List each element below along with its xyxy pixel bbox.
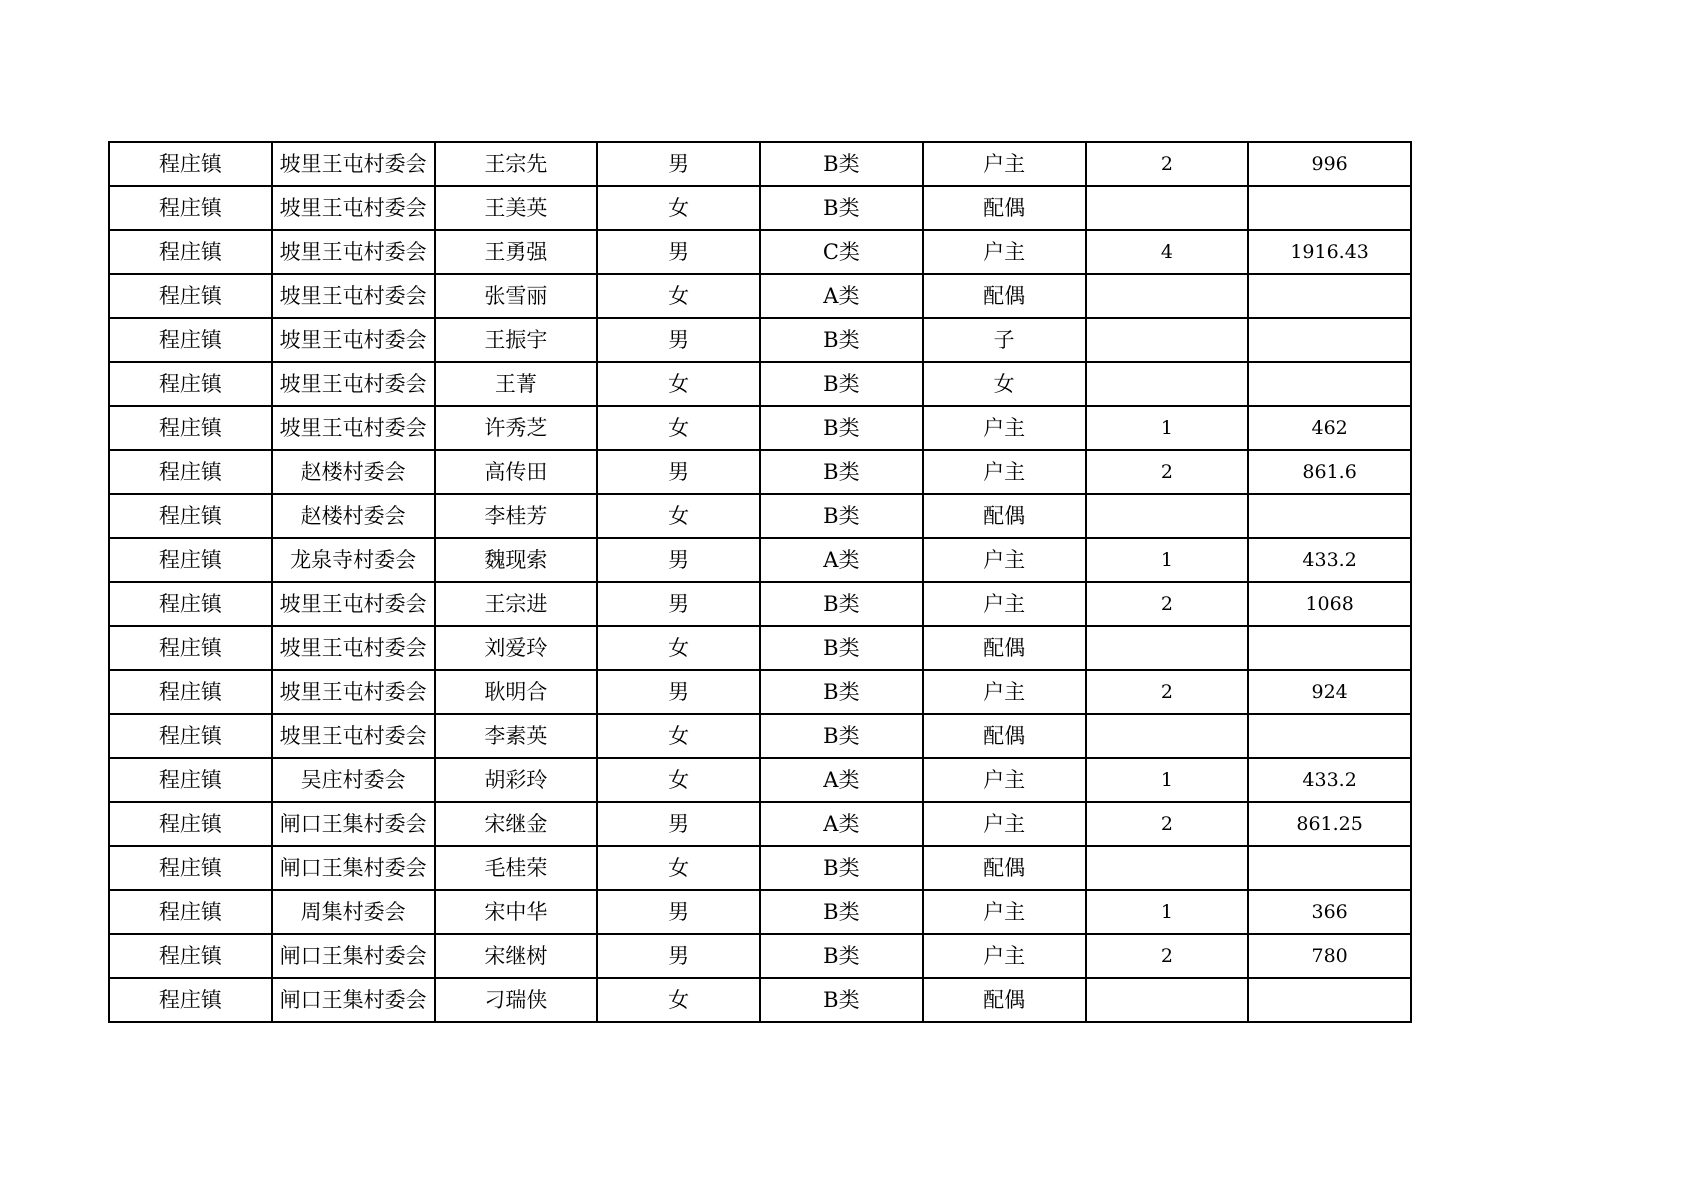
household-size-cell: [1086, 978, 1249, 1022]
amount-cell: [1248, 274, 1411, 318]
name-cell: 高传田: [435, 450, 598, 494]
household-size-cell: 2: [1086, 802, 1249, 846]
table-row: [109, 802, 1411, 846]
roster-table-body: [109, 142, 1411, 1022]
category-cell: B类: [760, 142, 923, 186]
category-cell: B类: [760, 846, 923, 890]
village-committee-cell: 坡里王屯村委会: [272, 274, 435, 318]
relation-cell: 户主: [923, 670, 1086, 714]
relation-cell: 户主: [923, 450, 1086, 494]
town-cell: 程庄镇: [109, 406, 272, 450]
name-cell: 宋继树: [435, 934, 598, 978]
category-cell: B类: [760, 450, 923, 494]
household-size-cell: [1086, 186, 1249, 230]
town-cell: 程庄镇: [109, 934, 272, 978]
gender-cell: 女: [597, 714, 760, 758]
name-cell: 李素英: [435, 714, 598, 758]
category-cell: B类: [760, 934, 923, 978]
village-committee-cell: 坡里王屯村委会: [272, 714, 435, 758]
name-cell: 王振宇: [435, 318, 598, 362]
amount-cell: [1248, 186, 1411, 230]
category-cell: A类: [760, 758, 923, 802]
relation-cell: 配偶: [923, 714, 1086, 758]
amount-cell: [1248, 494, 1411, 538]
household-size-cell: 1: [1086, 758, 1249, 802]
town-cell: 程庄镇: [109, 450, 272, 494]
relation-cell: 配偶: [923, 846, 1086, 890]
village-committee-cell: 坡里王屯村委会: [272, 626, 435, 670]
amount-cell: 1068: [1248, 582, 1411, 626]
amount-cell: 462: [1248, 406, 1411, 450]
household-size-cell: [1086, 318, 1249, 362]
town-cell: 程庄镇: [109, 714, 272, 758]
household-size-cell: 2: [1086, 670, 1249, 714]
household-size-cell: 2: [1086, 450, 1249, 494]
name-cell: 王美英: [435, 186, 598, 230]
name-cell: 刁瑞侠: [435, 978, 598, 1022]
name-cell: 王勇强: [435, 230, 598, 274]
table-row: [109, 494, 1411, 538]
category-cell: B类: [760, 494, 923, 538]
household-size-cell: 1: [1086, 406, 1249, 450]
village-committee-cell: 周集村委会: [272, 890, 435, 934]
household-size-cell: [1086, 274, 1249, 318]
category-cell: B类: [760, 186, 923, 230]
household-size-cell: 2: [1086, 934, 1249, 978]
amount-cell: 433.2: [1248, 538, 1411, 582]
town-cell: 程庄镇: [109, 670, 272, 714]
amount-cell: 924: [1248, 670, 1411, 714]
gender-cell: 女: [597, 494, 760, 538]
relation-cell: 配偶: [923, 978, 1086, 1022]
relation-cell: 配偶: [923, 274, 1086, 318]
relation-cell: 户主: [923, 538, 1086, 582]
household-size-cell: [1086, 494, 1249, 538]
amount-cell: 1916.43: [1248, 230, 1411, 274]
category-cell: B类: [760, 670, 923, 714]
household-size-cell: 2: [1086, 142, 1249, 186]
amount-cell: 780: [1248, 934, 1411, 978]
town-cell: 程庄镇: [109, 978, 272, 1022]
category-cell: B类: [760, 362, 923, 406]
table-row: [109, 714, 1411, 758]
amount-cell: 366: [1248, 890, 1411, 934]
category-cell: A类: [760, 802, 923, 846]
table-row: [109, 186, 1411, 230]
village-committee-cell: 赵楼村委会: [272, 450, 435, 494]
town-cell: 程庄镇: [109, 274, 272, 318]
table-row: [109, 846, 1411, 890]
relation-cell: 户主: [923, 406, 1086, 450]
table-row: [109, 142, 1411, 186]
name-cell: 宋中华: [435, 890, 598, 934]
household-size-cell: [1086, 626, 1249, 670]
relation-cell: 女: [923, 362, 1086, 406]
village-committee-cell: 闸口王集村委会: [272, 846, 435, 890]
amount-cell: [1248, 318, 1411, 362]
gender-cell: 男: [597, 802, 760, 846]
village-committee-cell: 坡里王屯村委会: [272, 318, 435, 362]
table-row: [109, 978, 1411, 1022]
gender-cell: 男: [597, 934, 760, 978]
name-cell: 王宗先: [435, 142, 598, 186]
table-row: [109, 362, 1411, 406]
name-cell: 刘爱玲: [435, 626, 598, 670]
category-cell: B类: [760, 406, 923, 450]
gender-cell: 女: [597, 978, 760, 1022]
amount-cell: 996: [1248, 142, 1411, 186]
village-committee-cell: 坡里王屯村委会: [272, 230, 435, 274]
amount-cell: [1248, 714, 1411, 758]
village-committee-cell: 吴庄村委会: [272, 758, 435, 802]
town-cell: 程庄镇: [109, 538, 272, 582]
village-committee-cell: 坡里王屯村委会: [272, 582, 435, 626]
name-cell: 宋继金: [435, 802, 598, 846]
household-size-cell: [1086, 362, 1249, 406]
name-cell: 许秀芝: [435, 406, 598, 450]
category-cell: B类: [760, 890, 923, 934]
roster-table: [108, 141, 1412, 1023]
town-cell: 程庄镇: [109, 846, 272, 890]
gender-cell: 女: [597, 846, 760, 890]
category-cell: A类: [760, 274, 923, 318]
table-row: [109, 230, 1411, 274]
relation-cell: 户主: [923, 142, 1086, 186]
household-size-cell: [1086, 846, 1249, 890]
amount-cell: 433.2: [1248, 758, 1411, 802]
table-row: [109, 890, 1411, 934]
relation-cell: 配偶: [923, 494, 1086, 538]
table-row: [109, 406, 1411, 450]
town-cell: 程庄镇: [109, 802, 272, 846]
village-committee-cell: 闸口王集村委会: [272, 934, 435, 978]
village-committee-cell: 闸口王集村委会: [272, 978, 435, 1022]
town-cell: 程庄镇: [109, 186, 272, 230]
gender-cell: 男: [597, 230, 760, 274]
village-committee-cell: 坡里王屯村委会: [272, 406, 435, 450]
relation-cell: 户主: [923, 890, 1086, 934]
gender-cell: 女: [597, 362, 760, 406]
name-cell: 李桂芳: [435, 494, 598, 538]
table-row: [109, 538, 1411, 582]
name-cell: 毛桂荣: [435, 846, 598, 890]
town-cell: 程庄镇: [109, 362, 272, 406]
relation-cell: 户主: [923, 802, 1086, 846]
gender-cell: 女: [597, 626, 760, 670]
gender-cell: 男: [597, 142, 760, 186]
gender-cell: 男: [597, 538, 760, 582]
table-row: [109, 670, 1411, 714]
town-cell: 程庄镇: [109, 494, 272, 538]
gender-cell: 男: [597, 670, 760, 714]
table-row: [109, 758, 1411, 802]
amount-cell: [1248, 362, 1411, 406]
town-cell: 程庄镇: [109, 890, 272, 934]
gender-cell: 男: [597, 582, 760, 626]
town-cell: 程庄镇: [109, 582, 272, 626]
household-size-cell: 4: [1086, 230, 1249, 274]
gender-cell: 男: [597, 890, 760, 934]
name-cell: 王菁: [435, 362, 598, 406]
name-cell: 魏现索: [435, 538, 598, 582]
table-row: [109, 450, 1411, 494]
category-cell: B类: [760, 714, 923, 758]
name-cell: 胡彩玲: [435, 758, 598, 802]
gender-cell: 男: [597, 318, 760, 362]
village-committee-cell: 赵楼村委会: [272, 494, 435, 538]
name-cell: 张雪丽: [435, 274, 598, 318]
relation-cell: 配偶: [923, 186, 1086, 230]
category-cell: B类: [760, 978, 923, 1022]
gender-cell: 女: [597, 406, 760, 450]
gender-cell: 男: [597, 450, 760, 494]
town-cell: 程庄镇: [109, 318, 272, 362]
town-cell: 程庄镇: [109, 230, 272, 274]
category-cell: A类: [760, 538, 923, 582]
amount-cell: [1248, 978, 1411, 1022]
category-cell: B类: [760, 318, 923, 362]
town-cell: 程庄镇: [109, 758, 272, 802]
village-committee-cell: 坡里王屯村委会: [272, 186, 435, 230]
name-cell: 王宗进: [435, 582, 598, 626]
category-cell: C类: [760, 230, 923, 274]
relation-cell: 户主: [923, 582, 1086, 626]
household-size-cell: 2: [1086, 582, 1249, 626]
gender-cell: 女: [597, 274, 760, 318]
amount-cell: [1248, 846, 1411, 890]
table-row: [109, 318, 1411, 362]
relation-cell: 户主: [923, 934, 1086, 978]
village-committee-cell: 坡里王屯村委会: [272, 362, 435, 406]
town-cell: 程庄镇: [109, 626, 272, 670]
relation-cell: 户主: [923, 758, 1086, 802]
village-committee-cell: 闸口王集村委会: [272, 802, 435, 846]
village-committee-cell: 坡里王屯村委会: [272, 670, 435, 714]
household-size-cell: [1086, 714, 1249, 758]
table-row: [109, 934, 1411, 978]
amount-cell: 861.6: [1248, 450, 1411, 494]
amount-cell: [1248, 626, 1411, 670]
village-committee-cell: 坡里王屯村委会: [272, 142, 435, 186]
gender-cell: 女: [597, 186, 760, 230]
household-size-cell: 1: [1086, 890, 1249, 934]
household-size-cell: 1: [1086, 538, 1249, 582]
relation-cell: 子: [923, 318, 1086, 362]
village-committee-cell: 龙泉寺村委会: [272, 538, 435, 582]
category-cell: B类: [760, 582, 923, 626]
table-row: [109, 274, 1411, 318]
amount-cell: 861.25: [1248, 802, 1411, 846]
name-cell: 耿明合: [435, 670, 598, 714]
relation-cell: 配偶: [923, 626, 1086, 670]
roster-sheet: [108, 141, 1412, 1023]
town-cell: 程庄镇: [109, 142, 272, 186]
category-cell: B类: [760, 626, 923, 670]
relation-cell: 户主: [923, 230, 1086, 274]
table-row: [109, 626, 1411, 670]
table-row: [109, 582, 1411, 626]
gender-cell: 女: [597, 758, 760, 802]
